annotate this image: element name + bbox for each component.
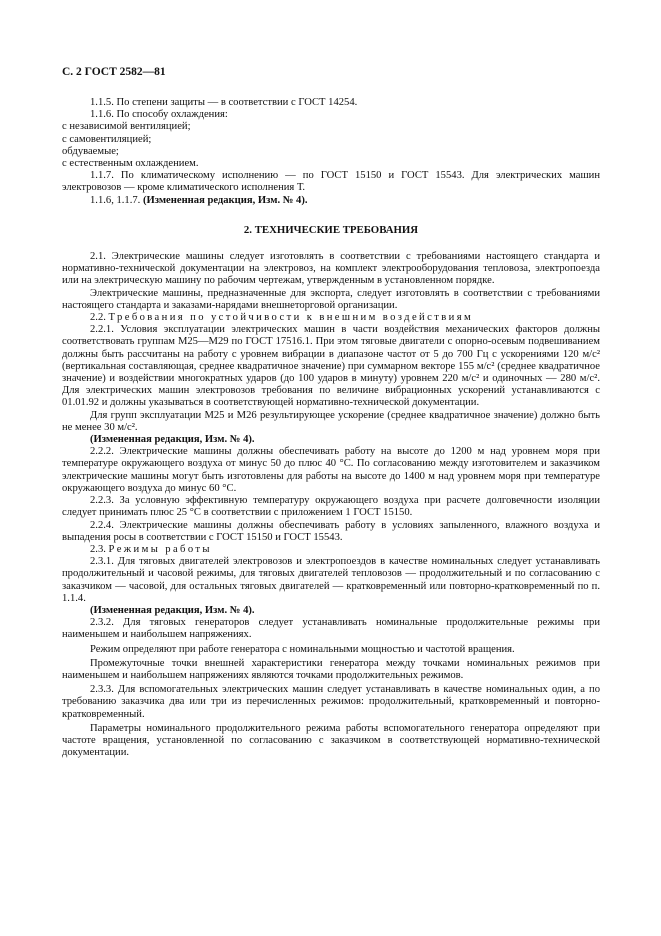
section-title (62, 224, 600, 236)
paragraph-text: 2.2.2. Электрические машины должны обеспечивать работу на высоте до 1200 м над уровнем моря при температуре окружающего воздуха от минус 50 до плюс 40 °С. По согласованию между изготовителем и заказчиком электрические машины могут быть изготовлены для работы на высоте до 1400 м над уровнем моря при температуре окружающего воздуха до минус 60 °С. (62, 446, 600, 494)
paragraph-text: Для групп эксплуатации М25 и М26 результирующее ускорение (среднее квадратичное значение) должно быть не менее 30 м/с². (62, 409, 600, 433)
paragraph (62, 723, 600, 760)
paragraph (62, 134, 600, 146)
paragraph-text: 2.2.4. Электрические машины должны обеспечивать работу в условиях запыленного, влажного воздуха и выпадения росы в соответствии с ГОСТ 15150 и ГОСТ 15543. (62, 519, 600, 543)
paragraph (62, 97, 600, 109)
paragraph (62, 556, 600, 605)
paragraph-text: 2.3. (90, 543, 109, 555)
amendment-note: (Измененная редакция, Изм. № 4). (142, 194, 308, 206)
paragraph-text: обдуваемые; (62, 145, 119, 157)
paragraph-text: 2.3.1. Для тяговых двигателей электровозов и электропоездов в качестве номинальных следует устанавливать продолжительный и часовой режимы, для тяговых двигателей тепловозов — продолжительный и по согласованию с заказчиком — часовой, для остальных тяговых двигателей — кратковременный или повторно-кратковременный по п. 1.1.4. (62, 556, 600, 604)
paragraph-text: 2.2.1. Условия эксплуатации электрических машин в части воздействия механических факторов должны соответствовать группам М25—М29 по ГОСТ 17516.1. При этом тяговые двигатели с опорно-осевым подвешиванием должны быть рассчитаны на работу с уровнем вибрации в диапазоне частот от 5 до 700 Гц с ускорениями 120 м/с² (вертикальная составляющая, среднее квадратичное значение) при суммарном векторе 155 м/с² (среднее квадратичное значение) и воздействии многократных ударов (до 100 ударов в минуту) уровнем 220 м/с² и одиночных — 280 м/с². Для электрических машин электровозов требования по величине вибрационных ускорений устанавливаются с 01.01.92 и должны указываться в соответствующей нормативно-технической документации. (62, 324, 600, 409)
paragraph (62, 251, 600, 288)
paragraph (62, 170, 600, 194)
paragraph-text: с самовентиляцией; (62, 133, 152, 145)
paragraph-text: 2.3.2. Для тяговых генераторов следует устанавливать номинальные продолжительные режимы при наименьшем и наибольшем напряжениях. (62, 617, 600, 641)
paragraph (62, 544, 600, 556)
paragraph (62, 644, 600, 656)
paragraph-text: с естественным охлаждением. (62, 158, 199, 170)
paragraph (62, 146, 600, 158)
paragraph-text: 1.1.6. По способу охлаждения: (90, 109, 228, 121)
paragraph (62, 658, 600, 682)
paragraph (62, 288, 600, 312)
paragraph (62, 617, 600, 641)
paragraph (62, 520, 600, 544)
paragraph-text: Промежуточные точки внешней характеристики генератора между точками номинальных режимов при наименьшем и наибольшем напряжениях являются точками продолжительных режимов. (62, 657, 600, 681)
paragraph-text: 1.1.5. По степени защиты — в соответствии с ГОСТ 14254. (90, 97, 358, 108)
paragraph-text: 2.1. Электрические машины следует изготовлять в соответствии с требованиями настоящего стандарта и нормативно-технической документации на электровоз, на комплект электрооборудования тепловоза, электропоезда или на электрическую машину по рабочим чертежам, утвержденным в установленном порядке. (62, 251, 600, 287)
paragraph-text: 1.1.7. По климатическому исполнению — по ГОСТ 15150 и ГОСТ 15543. Для электрических машин электровозов — кроме климатического исполнения Т. (62, 170, 600, 194)
paragraph (62, 158, 600, 170)
subsection-heading: Режимы работы (108, 543, 212, 555)
paragraph-text: 1.1.6, 1.1.7. (90, 194, 143, 206)
paragraph-text: 2.2.3. За условную эффективную температуру окружающего воздуха при расчете долговечности изоляции следует принимать плюс 25 °С в соответствии с приложением 1 ГОСТ 15150. (62, 495, 600, 519)
paragraph (62, 434, 600, 446)
paragraph-text: Режим определяют при работе генератора с номинальными мощностью и частотой вращения. (90, 643, 515, 655)
paragraph (62, 605, 600, 617)
paragraph (62, 312, 600, 324)
paragraph-text: 2.3.3. Для вспомогательных электрических машин следует устанавливать в качестве номинальных один, а по требованию заказчика два или три из перечисленных режимов: продолжительный, кратковременный и повторно-кратковременный. (62, 684, 600, 720)
paragraph (62, 684, 600, 721)
paragraph (62, 109, 600, 121)
paragraph (62, 324, 600, 409)
paragraph (62, 495, 600, 519)
document-body (62, 97, 600, 759)
paragraph-text: Параметры номинального продолжительного режима работы вспомогательного генератора определяют при частоте вращения, установленной по согласованию с заказчиком в соответствующей нормативно-технической документации. (62, 722, 600, 759)
paragraph (62, 410, 600, 434)
subsection-heading: Требования по устойчивости к внешним воздействиям (108, 312, 474, 324)
page-header: С. 2 ГОСТ 2582—81 (62, 66, 166, 78)
paragraph-text: Электрические машины, предназначенные для экспорта, следует изготовлять в соответствии с требованиями настоящего стандарта и заказами-нарядами внешнеторговой организации. (62, 287, 600, 311)
paragraph-text: с независимой вентиляцией; (62, 121, 191, 133)
paragraph-text: 2. ТЕХНИЧЕСКИЕ ТРЕБОВАНИЯ (243, 223, 419, 236)
paragraph-text: (Измененная редакция, Изм. № 4). (90, 434, 255, 446)
paragraph (62, 195, 600, 207)
paragraph (62, 121, 600, 133)
paragraph (62, 446, 600, 495)
paragraph-text: (Измененная редакция, Изм. № 4). (90, 604, 255, 616)
paragraph-text: 2.2. (90, 312, 109, 324)
